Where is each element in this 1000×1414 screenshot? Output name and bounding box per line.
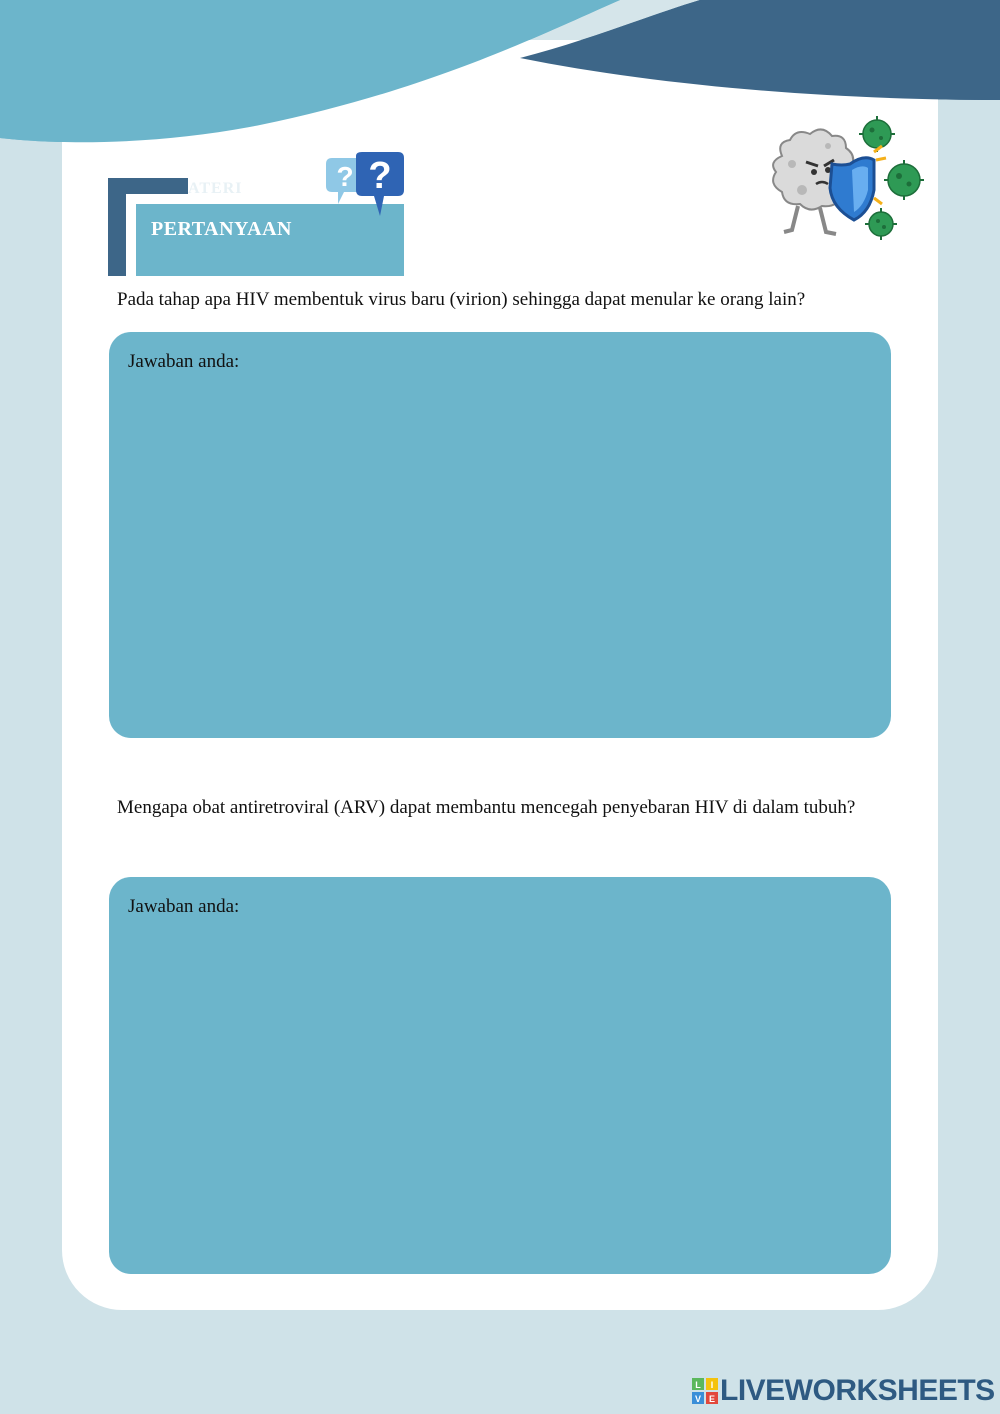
liveworksheets-logo-icon bbox=[692, 1378, 718, 1404]
logo-letter-i: I bbox=[710, 1380, 714, 1390]
question-2-text: Mengapa obat antiretroviral (ARV) dapat membantu mencegah penyebaran HIV di dalam tubuh? bbox=[117, 797, 856, 818]
logo-letter-l: L bbox=[695, 1380, 701, 1390]
logo-letter-v: V bbox=[694, 1394, 702, 1404]
answer-label-2: Jawaban anda: bbox=[128, 896, 240, 917]
question-1-text: Pada tahap apa HIV membentuk virus baru (virion) sehingga dapat menular ke orang lain? bbox=[117, 289, 806, 310]
answer-box-1[interactable] bbox=[109, 332, 891, 738]
logo-letter-e: E bbox=[708, 1394, 716, 1404]
white-blood-cell-shield-illustration bbox=[762, 112, 932, 248]
section-title: PERTANYAAN bbox=[151, 218, 292, 240]
answer-box-2[interactable] bbox=[109, 877, 891, 1274]
brand-name: LIVEWORKSHEETS bbox=[720, 1374, 995, 1407]
svg-text:?: ? bbox=[336, 161, 354, 192]
answer-label-1: Jawaban anda: bbox=[128, 351, 240, 372]
answer-input-2[interactable] bbox=[128, 929, 872, 1255]
svg-text:?: ? bbox=[368, 155, 392, 197]
answer-input-1[interactable] bbox=[128, 384, 872, 719]
header-ghost-text: ATERI bbox=[188, 180, 243, 197]
question-marks-icon bbox=[322, 152, 408, 222]
liveworksheets-brand bbox=[692, 1374, 995, 1408]
